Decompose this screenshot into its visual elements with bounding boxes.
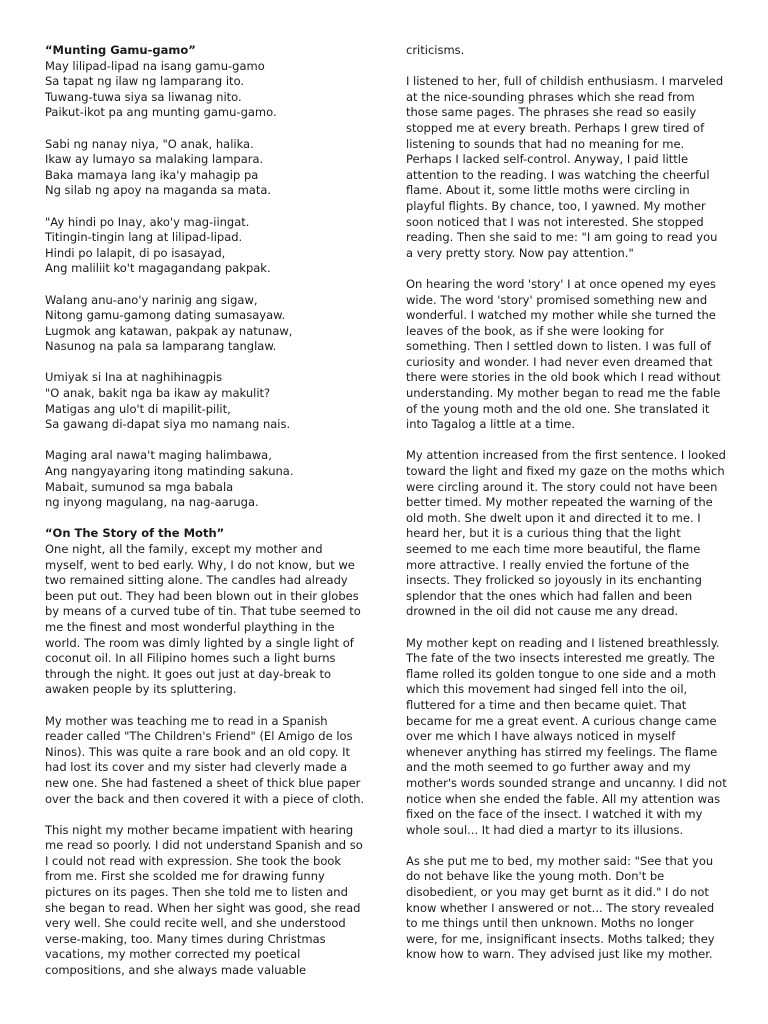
story-title: “On The Story of the Moth” (45, 526, 225, 541)
poem (45, 59, 395, 511)
text-line: playful flights. By chance, too, I yawned. My mother (406, 198, 706, 213)
text-line: compositions, and she always made valuable (45, 963, 307, 978)
text-line: became for me a great event. A curious change came (406, 713, 717, 728)
text-line: notice when she ended the fable. All my attention was (406, 791, 721, 806)
text-line: over the back and then covered it with a piece of cloth. (45, 791, 365, 806)
text-line: two remained sitting alone. The candles had already (45, 573, 348, 588)
text-line: toward the light and fixed my gaze on the moths which (406, 464, 725, 479)
poem-stanza (45, 215, 395, 277)
poem-line: Ang maliliit ko't magagandang pakpak. (45, 261, 271, 276)
text-line: reading. Then she said to me: "I am going to read you (406, 230, 718, 245)
text-line: world. The room was dimly lighted by a single light of (45, 635, 354, 650)
text-line: of the young moth and the old one. She translated it (406, 401, 710, 416)
poem-stanza (45, 137, 395, 199)
text-line: by means of a curved tube of tin. That tube seemed to (45, 604, 361, 619)
paragraph (406, 448, 742, 620)
text-line: those same pages. The phrases she read so easily (406, 105, 697, 120)
text-line: My mother was teaching me to read in a Spanish (45, 713, 328, 728)
poem-line: Sa tapat ng ilaw ng lamparang ito. (45, 74, 245, 89)
poem-stanza (45, 448, 395, 510)
text-line: were circling around it. The story could not have been (406, 479, 718, 494)
text-line: verse-making, too. Many times during Christmas (45, 931, 326, 946)
text-line: leaves of the book, as if she were looking for (406, 323, 664, 338)
poem-line: Ng silab ng apoy na maganda sa mata. (45, 183, 272, 198)
text-line: heard her, but it is a curious thing that the light (406, 526, 681, 541)
poem-line: Paikut-ikot pa ang munting gamu-gamo. (45, 105, 277, 120)
text-line: pictures on its pages. Then she told me to listen and (45, 885, 348, 900)
text-line: I listened to her, full of childish enthusiasm. I marveled (406, 74, 724, 89)
text-line: understanding. My mother began to read me the fable (406, 386, 721, 401)
text-line: new one. She had fastened a sheet of thick blue paper (45, 775, 361, 790)
text-line: there were stories in the old book which I read without (406, 370, 721, 385)
text-line: fluttered for a time and then became quiet. That (406, 697, 687, 712)
text-line: Ninos). This was quite a rare book and an old copy. It (45, 744, 351, 759)
text-line: and the moth seemed to go further away and my (406, 760, 691, 775)
text-line: splendor that the ones which had fallen and been (406, 588, 693, 603)
text-line: This night my mother became impatient with hearing (45, 822, 354, 837)
poem-line: Sa gawang di-dapat siya mo namang nais. (45, 417, 291, 432)
poem-line: Matigas ang ulo't di mapilit-pilit, (45, 401, 231, 416)
text-line: My mother kept on reading and I listened breathlessly. (406, 635, 720, 650)
poem-line: Nasunog na pala sa lamparang tanglaw. (45, 339, 277, 354)
text-line: I could not read with expression. She took the book (45, 853, 342, 868)
text-line: know how to warn. They advised just like my mother. (406, 947, 713, 962)
text-line: flame rolled its golden tongue to one side and a moth (406, 666, 717, 681)
paragraph (406, 74, 742, 261)
text-line: from me. First she scolded me for drawing funny (45, 869, 325, 884)
text-line: more attractive. I really envied the fortune of the (406, 557, 690, 572)
text-line: coconut oil. In all Filipino homes such a light burns (45, 651, 336, 666)
text-line: seemed to me each time more beautiful, the flame (406, 542, 701, 556)
text-line: whenever anything has stirred my feelings. The flame (406, 744, 718, 759)
poem-title: “Munting Gamu-gamo” (45, 43, 196, 57)
text-line: me the finest and most wonderful plaything in the (45, 619, 335, 634)
story-body-right (406, 43, 742, 963)
text-line: As she put me to bed, my mother said: "See that you (406, 853, 714, 868)
poem-line: Umiyak si Ina at naghihinagpis (45, 370, 223, 385)
text-line: old moth. She dwelt upon it and directed it to me. I (406, 510, 701, 525)
text-line: something. Then I settled down to listen. I was full of (406, 339, 711, 354)
text-line: wide. The word 'story' promised something new and (406, 292, 708, 307)
text-line: which this movement had singed fell into the oil, (406, 682, 688, 697)
text-line: listening to sounds that had no meaning for me. (406, 136, 685, 151)
text-line: me read so poorly. I did not understand Spanish and so (45, 838, 363, 853)
text-line: soon noticed that I was not interested. She stopped (406, 214, 704, 229)
text-line: mother's words sounded strange and uncanny. I did not (406, 775, 727, 790)
text-line: been put out. They had been blown out in their globes (45, 588, 359, 603)
poem-line: Ikaw ay lumayo sa malaking lampara. (45, 152, 264, 167)
poem-line: Nitong gamu-gamong dating sumasayaw. (45, 308, 286, 323)
text-line: into Tagalog a little at a time. (406, 417, 575, 432)
text-line: through the night. It goes out just at day-break to (45, 666, 332, 681)
text-line: were, for me, insignificant insects. Moths talked; they (406, 931, 715, 946)
text-line: know whether I answered or not... The story revealed (406, 900, 715, 915)
right-column (406, 43, 742, 963)
paragraph (406, 43, 742, 59)
poem-line: Tuwang-tuwa siya sa liwanag nito. (45, 89, 242, 104)
text-line: wonderful. I watched my mother while she turned the (406, 308, 716, 323)
paragraph (45, 714, 395, 808)
paragraph (406, 636, 742, 839)
text-line: to me things until then unknown. Moths no longer (406, 916, 694, 931)
poem-line: Walang anu-ano'y narinig ang sigaw, (45, 292, 258, 307)
poem-line: Sabi ng nanay niya, "O anak, halika. (45, 136, 254, 151)
poem-line: Maging aral nawa't maging halimbawa, (45, 448, 272, 463)
text-line: stopped me at every breath. Perhaps I grew tired of (406, 120, 705, 135)
text-line: at the nice-sounding phrases which she read from (406, 89, 695, 104)
text-line: she began to read. When her sight was good, she read (45, 900, 361, 915)
text-line: disobedient, or you may get burnt as it did." I do not (406, 885, 709, 900)
text-line: flame. About it, some little moths were circling in (406, 183, 690, 198)
text-line: very well. She could recite well, and she understood (45, 916, 346, 931)
paragraph (406, 277, 742, 433)
paragraph (45, 542, 395, 698)
text-line: vacations, my mother corrected my poetical (45, 947, 301, 962)
paragraph (45, 823, 395, 979)
poem-line: "Ay hindi po Inay, ako'y mag-iingat. (45, 214, 250, 229)
text-line: do not behave like the young moth. Don't be (406, 869, 665, 884)
text-line: The fate of the two insects interested me greatly. The (406, 651, 715, 666)
paragraph (406, 854, 742, 963)
poem-line: Mabait, sumunod sa mga babala (45, 479, 234, 494)
text-line: Perhaps I lacked self-control. Anyway, I paid little (406, 152, 689, 167)
text-line: awaken people by its spluttering. (45, 682, 237, 697)
poem-line: "O anak, bakit nga ba ikaw ay makulit? (45, 386, 271, 401)
text-line: curiosity and wonder. I had never even dreamed that (406, 354, 713, 369)
poem-line: Hindi po lalapit, di po isasayad, (45, 245, 226, 260)
poem-stanza (45, 59, 395, 121)
poem-line: May lilipad-lipad na isang gamu-gamo (45, 58, 265, 73)
poem-stanza (45, 370, 395, 432)
poem-line: Baka mamaya lang ika'y mahagip pa (45, 167, 259, 182)
text-line: over me which I have always noticed in myself (406, 729, 676, 744)
poem-stanza (45, 293, 395, 355)
text-line: had lost its cover and my sister had cleverly made a (45, 760, 348, 775)
text-line: criticisms. (406, 43, 465, 57)
text-line: My attention increased from the first sentence. I looked (406, 448, 726, 463)
text-line: myself, went to bed early. Why, I do not know, but we (45, 557, 355, 572)
text-line: a very pretty story. Now pay attention." (406, 245, 634, 260)
poem-line: Lugmok ang katawan, pakpak ay natunaw, (45, 323, 293, 338)
text-line: reader called "The Children's Friend" (El Amigo de los (45, 729, 353, 744)
text-line: On hearing the word 'story' I at once opened my eyes (406, 276, 717, 291)
text-line: attention to the reading. I was watching the cheerful (406, 167, 710, 182)
text-line: better timed. My mother repeated the warning of the (406, 495, 713, 510)
poem-line: ng inyong magulang, na nag-aaruga. (45, 495, 259, 510)
text-line: fixed on the face of the insect. I watched it with my (406, 807, 703, 822)
text-line: One night, all the family, except my mother and (45, 542, 323, 556)
story-body-left (45, 542, 395, 979)
poem-line: Ang nangyayaring itong matinding sakuna. (45, 464, 294, 479)
text-line: drowned in the oil did not cause me any dread. (406, 604, 679, 619)
text-line: whole soul... It had died a martyr to its illusions. (406, 822, 684, 837)
poem-line: Titingin-tingin lang at lilipad-lipad. (45, 230, 243, 245)
text-line: insects. They frolicked so joyously in its enchanting (406, 573, 702, 588)
left-column (45, 43, 395, 979)
